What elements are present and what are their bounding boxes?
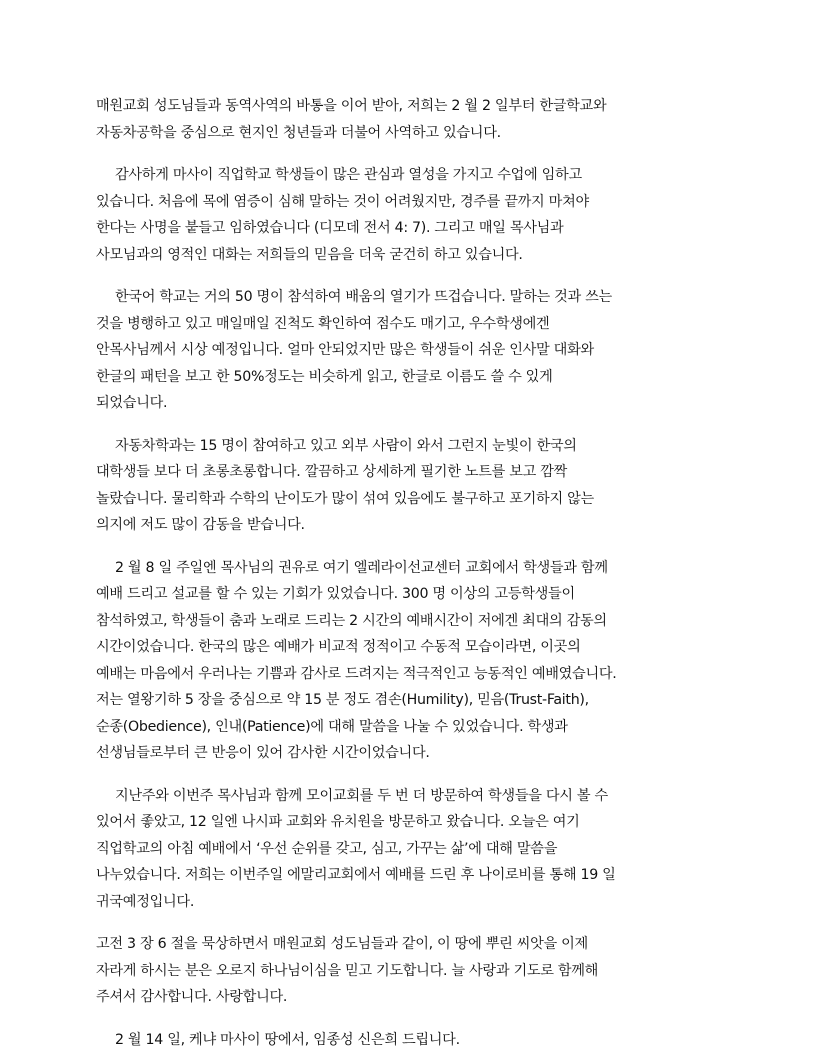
text-line: 매원교회 성도님들과 동역사역의 바통을 이어 받아, 저희는 2 월 2 일부터 한글학교와 — [96, 98, 607, 114]
text-line: 직업학교의 아침 예배에서 ‘우선 순위를 갖고, 심고, 가꾸는 삶’에 대해 말씀을 — [96, 840, 558, 857]
paragraph-church-visits — [96, 783, 726, 916]
paragraph-auto-engineering — [96, 433, 726, 539]
text-line: 저는 열왕기하 5 장을 중심으로 약 15 분 정도 겸손(Humility), 믿음(Trust-Faith), — [96, 692, 589, 708]
text-line: 놀랐습니다. 물리학과 수학의 난이도가 많이 섞여 있음에도 불구하고 포기하지 않는 — [96, 490, 594, 507]
text-line: 대학생들 보다 더 초롱초롱합니다. 깔끔하고 상세하게 필기한 노트를 보고 깜짝 — [96, 464, 568, 480]
paragraph-korean-school — [96, 284, 726, 417]
text-line: 자라게 하시는 분은 오로지 하나님이심을 믿고 기도합니다. 늘 사랑과 기도로 함께해 — [96, 962, 599, 979]
paragraph-sunday-worship — [96, 555, 726, 767]
text-line: 한국어 학교는 거의 50 명이 참석하여 배움의 열기가 뜨겁습니다. 말하는 것과 쓰는 — [115, 289, 612, 305]
text-line: 자동차공학을 중심으로 현지인 청년들과 더불어 사역하고 있습니다. — [96, 124, 501, 141]
text-line: 참석하였고, 학생들이 춤과 노래로 드리는 2 시간의 예배시간이 저에겐 최대의 감동의 — [96, 612, 607, 629]
text-line: 선생님들로부터 큰 반응이 있어 감사한 시간이었습니다. — [96, 745, 430, 761]
text-line: 예배 드리고 설교를 할 수 있는 기회가 있었습니다. 300 명 이상의 고등학생들이 — [96, 586, 575, 602]
text-line: 순종(Obedience), 인내(Patience)에 대해 말씀을 나눌 수 있었습니다. 학생과 — [96, 718, 568, 735]
text-line: 사모님과의 영적인 대화는 저희들의 믿음을 더욱 굳건히 하고 있습니다. — [96, 246, 523, 263]
text-line: 감사하게 마사이 직업학교 학생들이 많은 관심과 열성을 가지고 수업에 임하고 — [115, 167, 582, 183]
text-line: 2 월 8 일 주일엔 목사님의 권유로 여기 엘레라이선교센터 교회에서 학생들과 함께 — [115, 559, 608, 576]
text-line: 주셔서 감사합니다. 사랑합니다. — [96, 989, 288, 1005]
text-line: 의지에 저도 많이 감동을 받습니다. — [96, 517, 305, 533]
text-line: 귀국예정입니다. — [96, 893, 195, 910]
text-line: 지난주와 이번주 목사님과 함께 모이교회를 두 번 더 방문하여 학생들을 다시 볼 수 — [115, 787, 608, 804]
text-line: 한다는 사명을 붙들고 임하였습니다 (디모데 전서 4: 7). 그리고 매일 목사님과 — [96, 220, 564, 236]
text-line: 고전 3 장 6 절을 묵상하면서 매원교회 성도님들과 같이, 이 땅에 뿌린 씨앗을 이제 — [96, 936, 588, 952]
signature-line — [96, 1027, 726, 1054]
text-line: 예배는 마음에서 우러나는 기쁨과 감사로 드려지는 적극적인고 능동적인 예배였습니다. — [96, 665, 617, 682]
text-line: 것을 병행하고 있고 매일매일 진척도 확인하여 점수도 매기고, 우수학생에겐 — [96, 315, 550, 332]
text-line: 있습니다. 처음에 목에 염증이 심해 말하는 것이 어려웠지만, 경주를 끝까지 마쳐야 — [96, 193, 589, 210]
paragraph-intro — [96, 93, 726, 146]
text-line: 시간이었습니다. 한국의 많은 예배가 비교적 정적이고 수동적 모습이라면, 이곳의 — [96, 639, 581, 655]
text-line: 되었습니다. — [96, 395, 168, 411]
text-line: 안목사님께서 시상 예정입니다. 얼마 안되었지만 많은 학생들이 쉬운 인사말 대화와 — [96, 342, 594, 358]
paragraph-closing-prayer — [96, 931, 726, 1011]
paragraph-vocational-school — [96, 162, 726, 268]
text-line: 있어서 좋았고, 12 일엔 나시파 교회와 유치원을 방문하고 왔습니다. 오늘은 여기 — [96, 814, 580, 830]
text-line: 나누었습니다. 저희는 이번주일 에말리교회에서 예배를 드린 후 나이로비를 통해 19 일 — [96, 867, 616, 883]
text-line: 2 월 14 일, 케냐 마사이 땅에서, 임종성 신은희 드립니다. — [115, 1031, 460, 1048]
text-line: 자동차학과는 15 명이 참여하고 있고 외부 사람이 와서 그런지 눈빛이 한국의 — [115, 437, 577, 454]
text-line: 한글의 패턴을 보고 한 50%정도는 비슷하게 읽고, 한글로 이름도 쓸 수 있게 — [96, 368, 553, 385]
